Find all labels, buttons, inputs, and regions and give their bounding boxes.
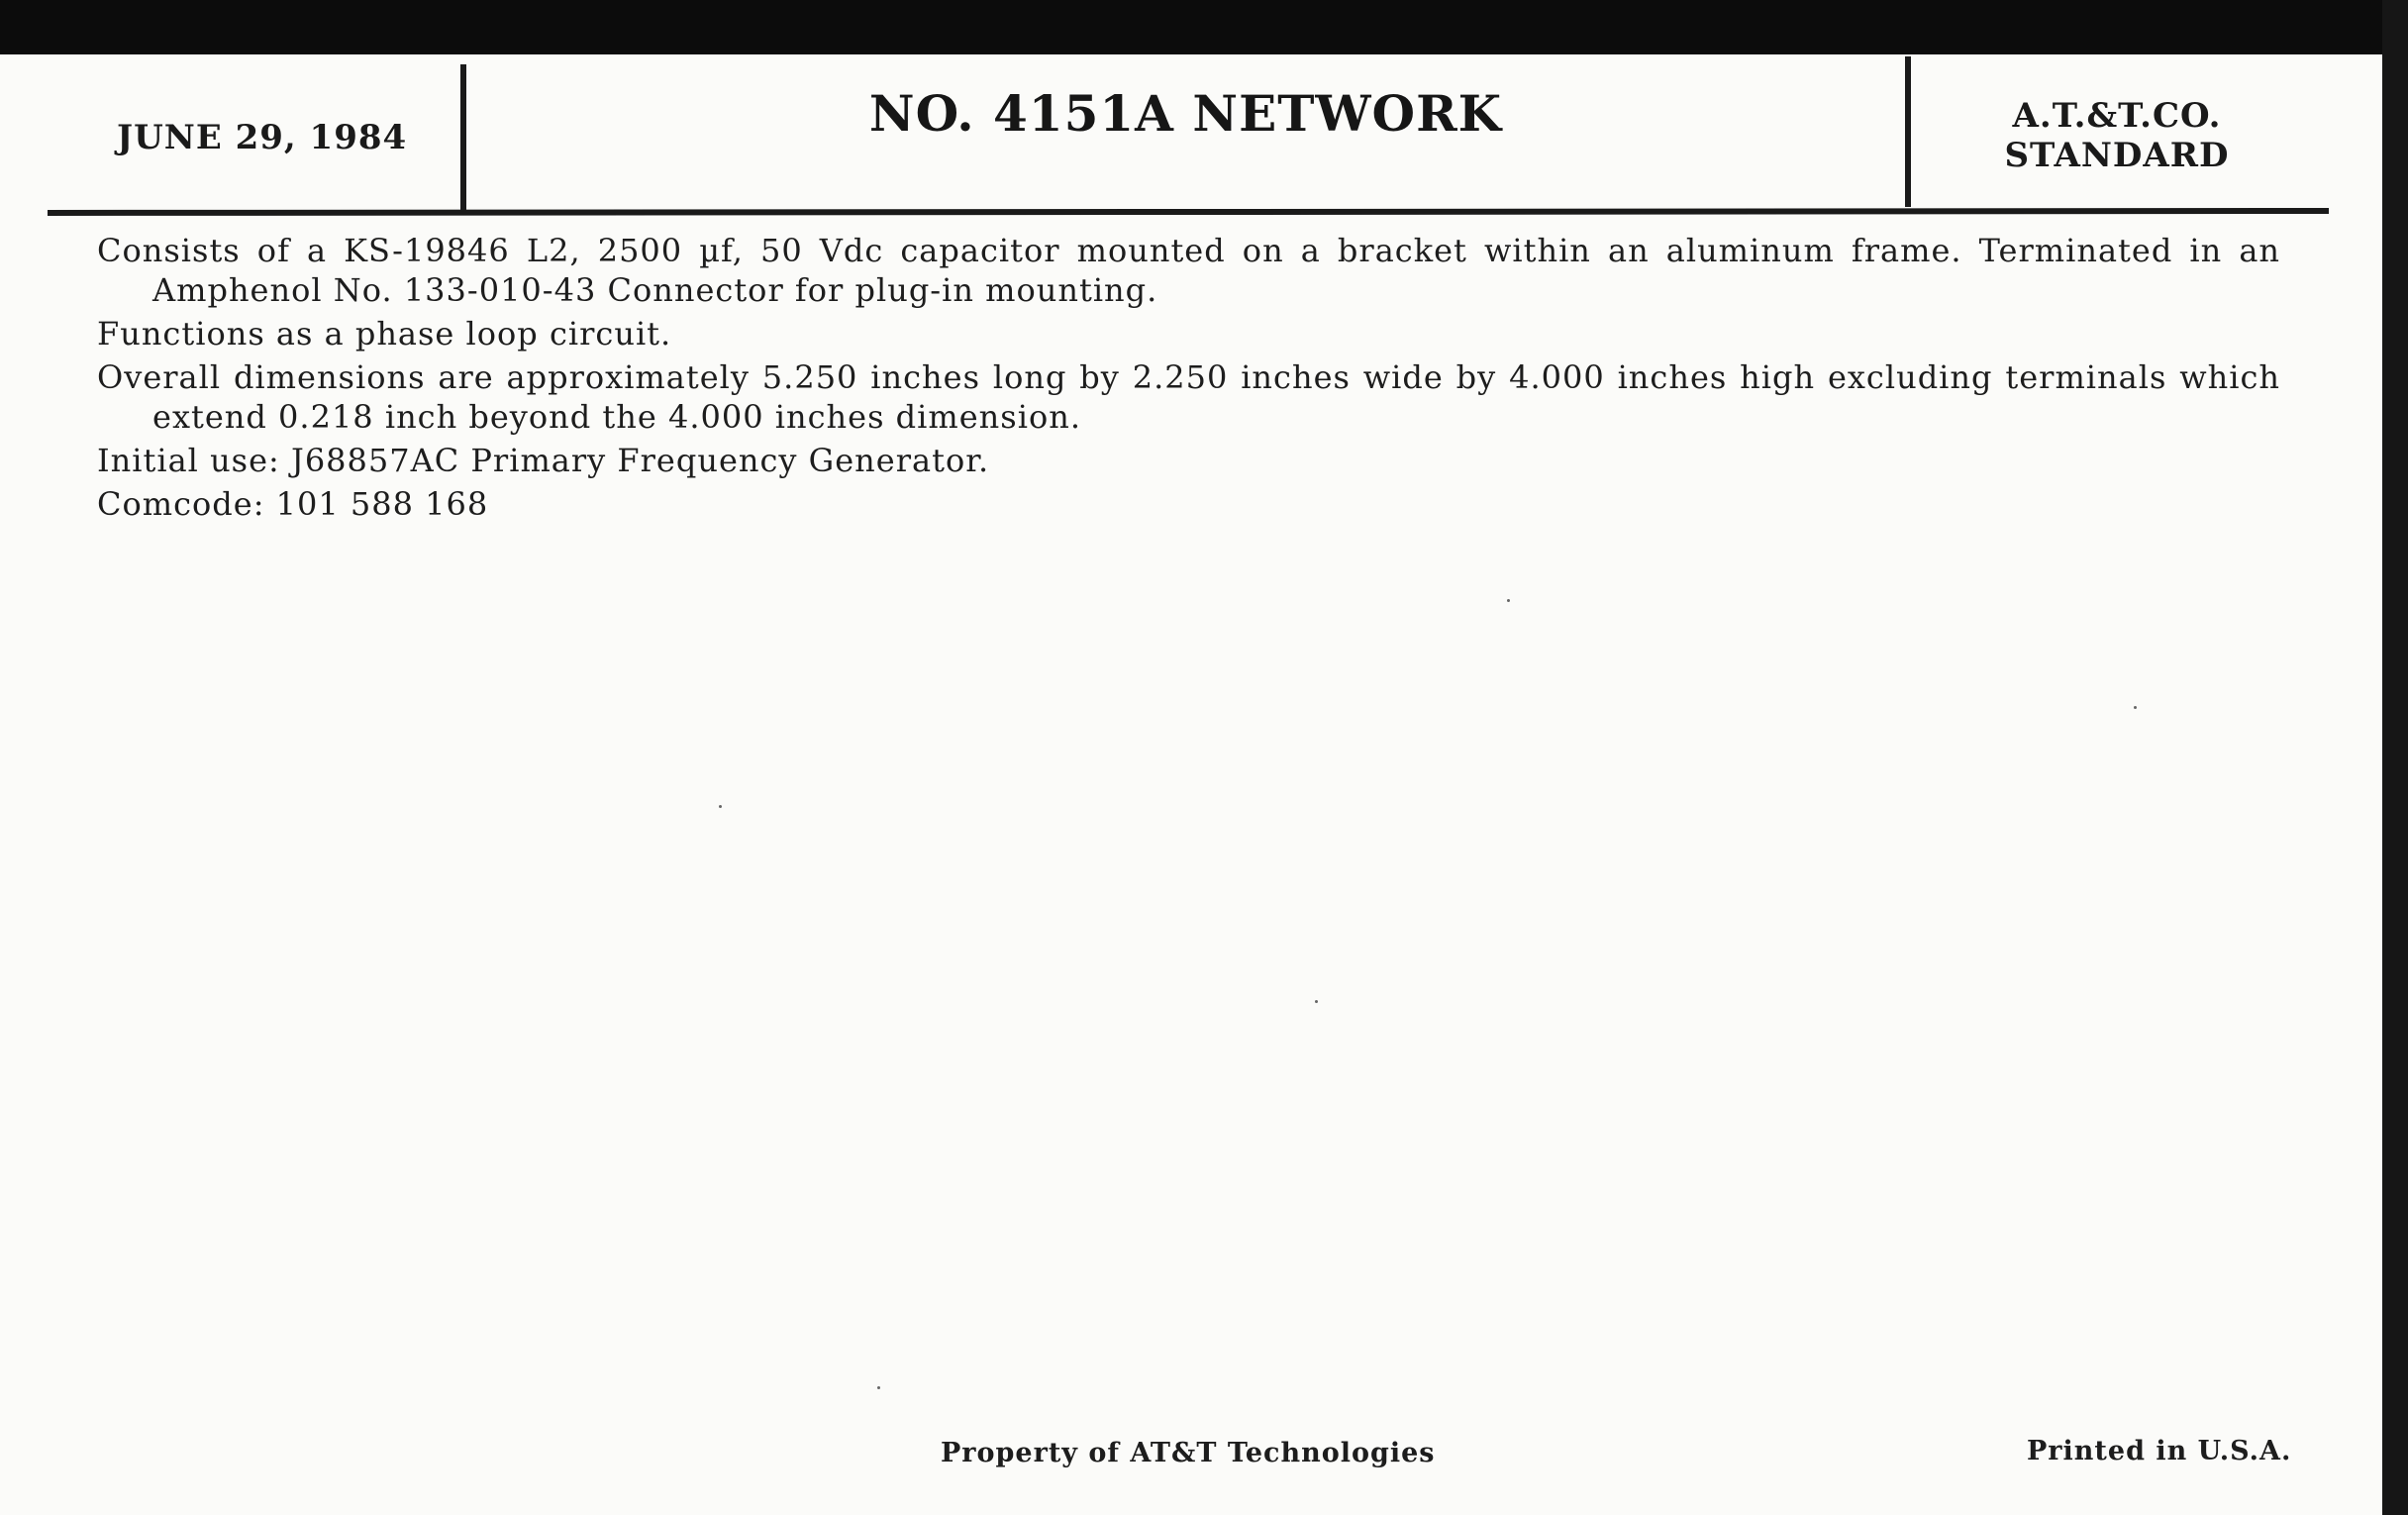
dust-speck xyxy=(877,1386,880,1389)
dust-speck xyxy=(1315,1000,1318,1003)
dust-speck xyxy=(719,805,722,808)
dimensions-paragraph: Overall dimensions are approximately 5.250 inches long by 2.250 inches wide by 4.000 inches high excluding terminals which extend 0.218 inch beyond the 4.000 inches dimension. xyxy=(97,358,2280,436)
standard-text: STANDARD xyxy=(2004,136,2230,175)
document-date: JUNE 29, 1984 xyxy=(117,118,408,157)
document-body xyxy=(97,231,2280,528)
dust-speck xyxy=(1507,599,1510,602)
document-card xyxy=(0,54,2382,1515)
footer-printed: Printed in U.S.A. xyxy=(2027,1436,2292,1466)
dust-speck xyxy=(2134,706,2137,709)
scan-top-edge xyxy=(0,0,2408,57)
standard-company: A.T.&T.CO. xyxy=(2012,96,2222,136)
comcode-paragraph: Comcode: 101 588 168 xyxy=(97,485,489,523)
standard-label xyxy=(1911,96,2323,175)
initial-use-paragraph: Initial use: J68857AC Primary Frequency Generator. xyxy=(97,442,990,479)
header-rule xyxy=(48,208,2329,216)
description-paragraph: Consists of a KS-19846 L2, 2500 µf, 50 Vdc capacitor mounted on a bracket within an aluminum frame. Terminated in an Amphenol No. 133-010-43 Connector for plug-in mounting. xyxy=(97,232,2280,309)
document-title: NO. 4151A NETWORK xyxy=(868,84,1503,143)
scan-right-edge xyxy=(2382,0,2408,1515)
function-paragraph: Functions as a phase loop circuit. xyxy=(97,315,672,353)
footer-property: Property of AT&T Technologies xyxy=(941,1438,1436,1468)
